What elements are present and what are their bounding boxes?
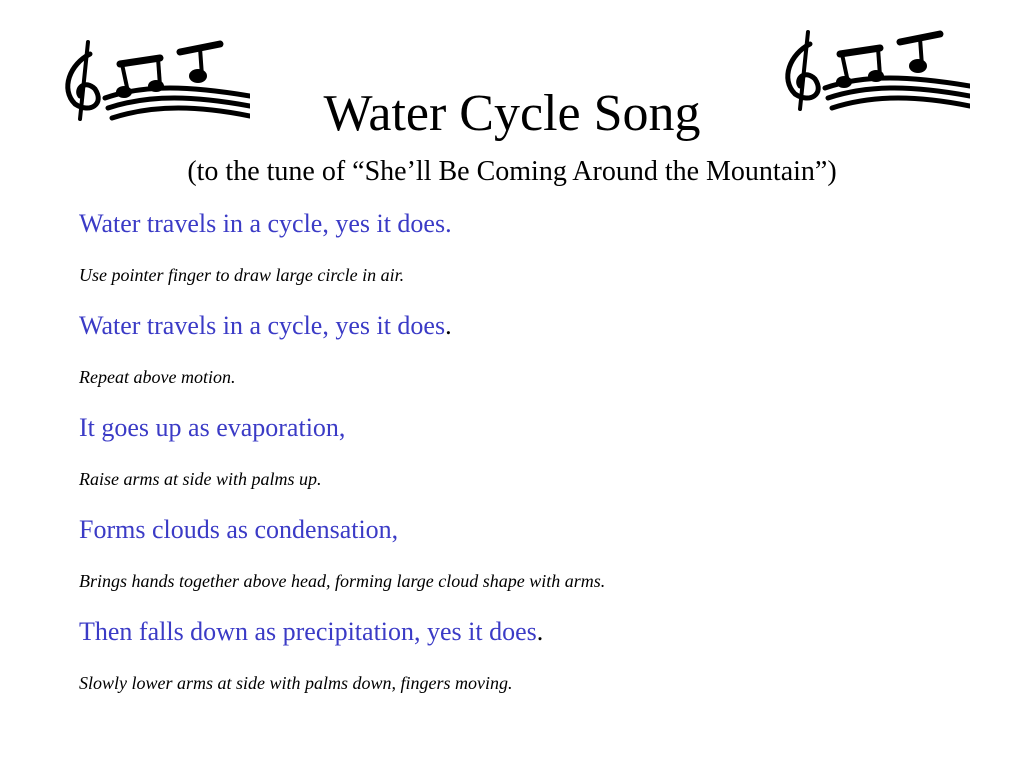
verse [79,608,984,710]
lyric-line: It goes up as evaporation, [79,413,346,442]
song-verses [79,200,984,710]
motion-instruction: Repeat above motion. [79,367,236,387]
verse [79,404,984,506]
lyric-line: Water travels in a cycle, yes it does. [79,209,452,238]
lyric-line: Water travels in a cycle, yes it does. [79,311,452,340]
motion-instruction: Use pointer finger to draw large circle in air. [79,265,405,285]
motion-instruction: Raise arms at side with palms up. [79,469,322,489]
lyric-line: Forms clouds as condensation, [79,515,399,544]
verse [79,302,984,404]
page-title: Water Cycle Song [323,85,701,142]
motion-instruction: Brings hands together above head, forming large cloud shape with arms. [79,571,606,591]
motion-instruction: Slowly lower arms at side with palms down, fingers moving. [79,673,513,693]
verse [79,506,984,608]
page-subtitle: (to the tune of “She’ll Be Coming Around the Mountain”) [187,156,837,187]
lyric-line: Then falls down as precipitation, yes it does. [79,617,544,646]
verse [79,200,984,302]
